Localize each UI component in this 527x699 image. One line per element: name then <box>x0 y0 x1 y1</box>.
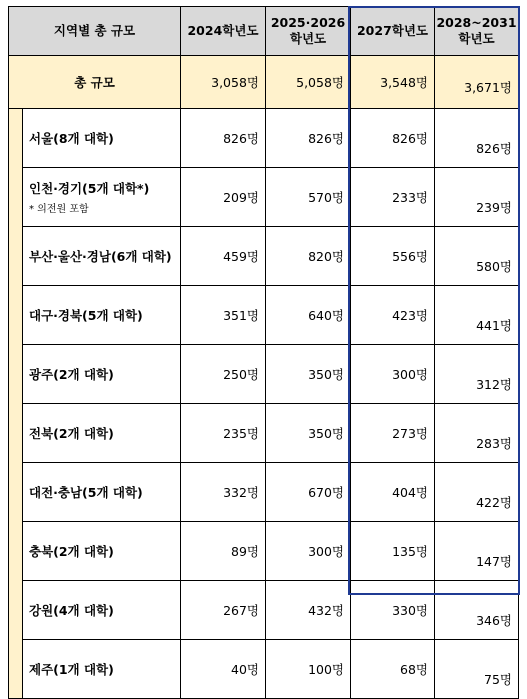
total-row <box>9 56 519 109</box>
value-2028-2031: 441명 <box>435 286 519 345</box>
region-name: 부산·울산·경남(6개 대학) <box>29 249 172 264</box>
value-2027: 300명 <box>351 345 435 404</box>
value-2027: 826명 <box>351 109 435 168</box>
region-name: 전북(2개 대학) <box>29 426 114 441</box>
header-2025-2026 <box>266 7 351 56</box>
value-2024: 826명 <box>181 109 266 168</box>
header-2028-2031 <box>435 7 519 56</box>
table-row <box>9 581 519 640</box>
value-2024: 459명 <box>181 227 266 286</box>
value-2025-2026: 826명 <box>266 109 351 168</box>
value-2025-2026: 350명 <box>266 345 351 404</box>
value-2028-2031: 422명 <box>435 463 519 522</box>
value-2027: 233명 <box>351 168 435 227</box>
region-name: 대구·경북(5개 대학) <box>29 308 143 323</box>
table-row <box>9 640 519 699</box>
region-name: 충북(2개 대학) <box>29 544 114 559</box>
row-indent-cell <box>9 581 23 640</box>
total-label: 총 규모 <box>9 56 181 109</box>
table-row <box>9 404 519 463</box>
value-2024: 250명 <box>181 345 266 404</box>
value-2028-2031: 75명 <box>435 640 519 699</box>
region-label <box>23 581 181 640</box>
table-row <box>9 109 519 168</box>
region-label <box>23 404 181 463</box>
region-name: 제주(1개 대학) <box>29 662 114 677</box>
header-2025-2026-line2: 학년도 <box>289 31 327 46</box>
value-2028-2031: 147명 <box>435 522 519 581</box>
table-row <box>9 463 519 522</box>
region-label <box>23 345 181 404</box>
value-2025-2026: 640명 <box>266 286 351 345</box>
region-name: 서울(8개 대학) <box>29 131 114 146</box>
region-name: 광주(2개 대학) <box>29 367 114 382</box>
header-row <box>9 7 519 56</box>
header-2024: 2024학년도 <box>181 7 266 56</box>
value-2028-2031: 312명 <box>435 345 519 404</box>
region-label <box>23 168 181 227</box>
value-2027: 330명 <box>351 581 435 640</box>
value-2028-2031: 580명 <box>435 227 519 286</box>
total-2024: 3,058명 <box>181 56 266 109</box>
value-2025-2026: 432명 <box>266 581 351 640</box>
value-2025-2026: 300명 <box>266 522 351 581</box>
row-indent-cell <box>9 227 23 286</box>
region-name: 대전·충남(5개 대학) <box>29 485 143 500</box>
region-label <box>23 522 181 581</box>
value-2025-2026: 100명 <box>266 640 351 699</box>
region-label <box>23 286 181 345</box>
total-2028-2031: 3,671명 <box>435 56 519 109</box>
region-name: 인천·경기(5개 대학*) <box>29 181 150 196</box>
value-2025-2026: 820명 <box>266 227 351 286</box>
row-indent-cell <box>9 168 23 227</box>
value-2025-2026: 670명 <box>266 463 351 522</box>
value-2024: 40명 <box>181 640 266 699</box>
total-2027: 3,548명 <box>351 56 435 109</box>
header-2025-2026-line1: 2025·2026 <box>270 15 346 30</box>
value-2028-2031: 239명 <box>435 168 519 227</box>
header-2028-2031-line2: 학년도 <box>458 31 495 46</box>
row-indent-cell <box>9 345 23 404</box>
row-indent-cell <box>9 404 23 463</box>
value-2024: 235명 <box>181 404 266 463</box>
value-2024: 351명 <box>181 286 266 345</box>
table-row <box>9 168 519 227</box>
value-2027: 68명 <box>351 640 435 699</box>
value-2024: 267명 <box>181 581 266 640</box>
region-name: 강원(4개 대학) <box>29 603 114 618</box>
value-2027: 404명 <box>351 463 435 522</box>
value-2027: 556명 <box>351 227 435 286</box>
region-label <box>23 463 181 522</box>
value-2024: 209명 <box>181 168 266 227</box>
table-row <box>9 227 519 286</box>
row-indent-cell <box>9 109 23 168</box>
row-indent-cell <box>9 522 23 581</box>
value-2027: 273명 <box>351 404 435 463</box>
value-2027: 135명 <box>351 522 435 581</box>
value-2024: 89명 <box>181 522 266 581</box>
value-2025-2026: 570명 <box>266 168 351 227</box>
value-2025-2026: 350명 <box>266 404 351 463</box>
region-label <box>23 640 181 699</box>
total-2025-2026: 5,058명 <box>266 56 351 109</box>
value-2028-2031: 283명 <box>435 404 519 463</box>
quota-table-container <box>8 6 518 687</box>
header-region-label: 지역별 총 규모 <box>9 7 181 56</box>
region-label <box>23 109 181 168</box>
header-2027: 2027학년도 <box>351 7 435 56</box>
value-2027: 423명 <box>351 286 435 345</box>
row-indent-cell <box>9 463 23 522</box>
table-row <box>9 286 519 345</box>
region-label <box>23 227 181 286</box>
row-indent-cell <box>9 286 23 345</box>
value-2028-2031: 826명 <box>435 109 519 168</box>
region-footnote: * 의전원 포함 <box>29 204 89 215</box>
row-indent-cell <box>9 640 23 699</box>
table-row <box>9 345 519 404</box>
regional-quota-table <box>8 6 519 699</box>
value-2024: 332명 <box>181 463 266 522</box>
value-2028-2031: 346명 <box>435 581 519 640</box>
header-2028-2031-line1: 2028~2031 <box>436 15 517 30</box>
table-row <box>9 522 519 581</box>
